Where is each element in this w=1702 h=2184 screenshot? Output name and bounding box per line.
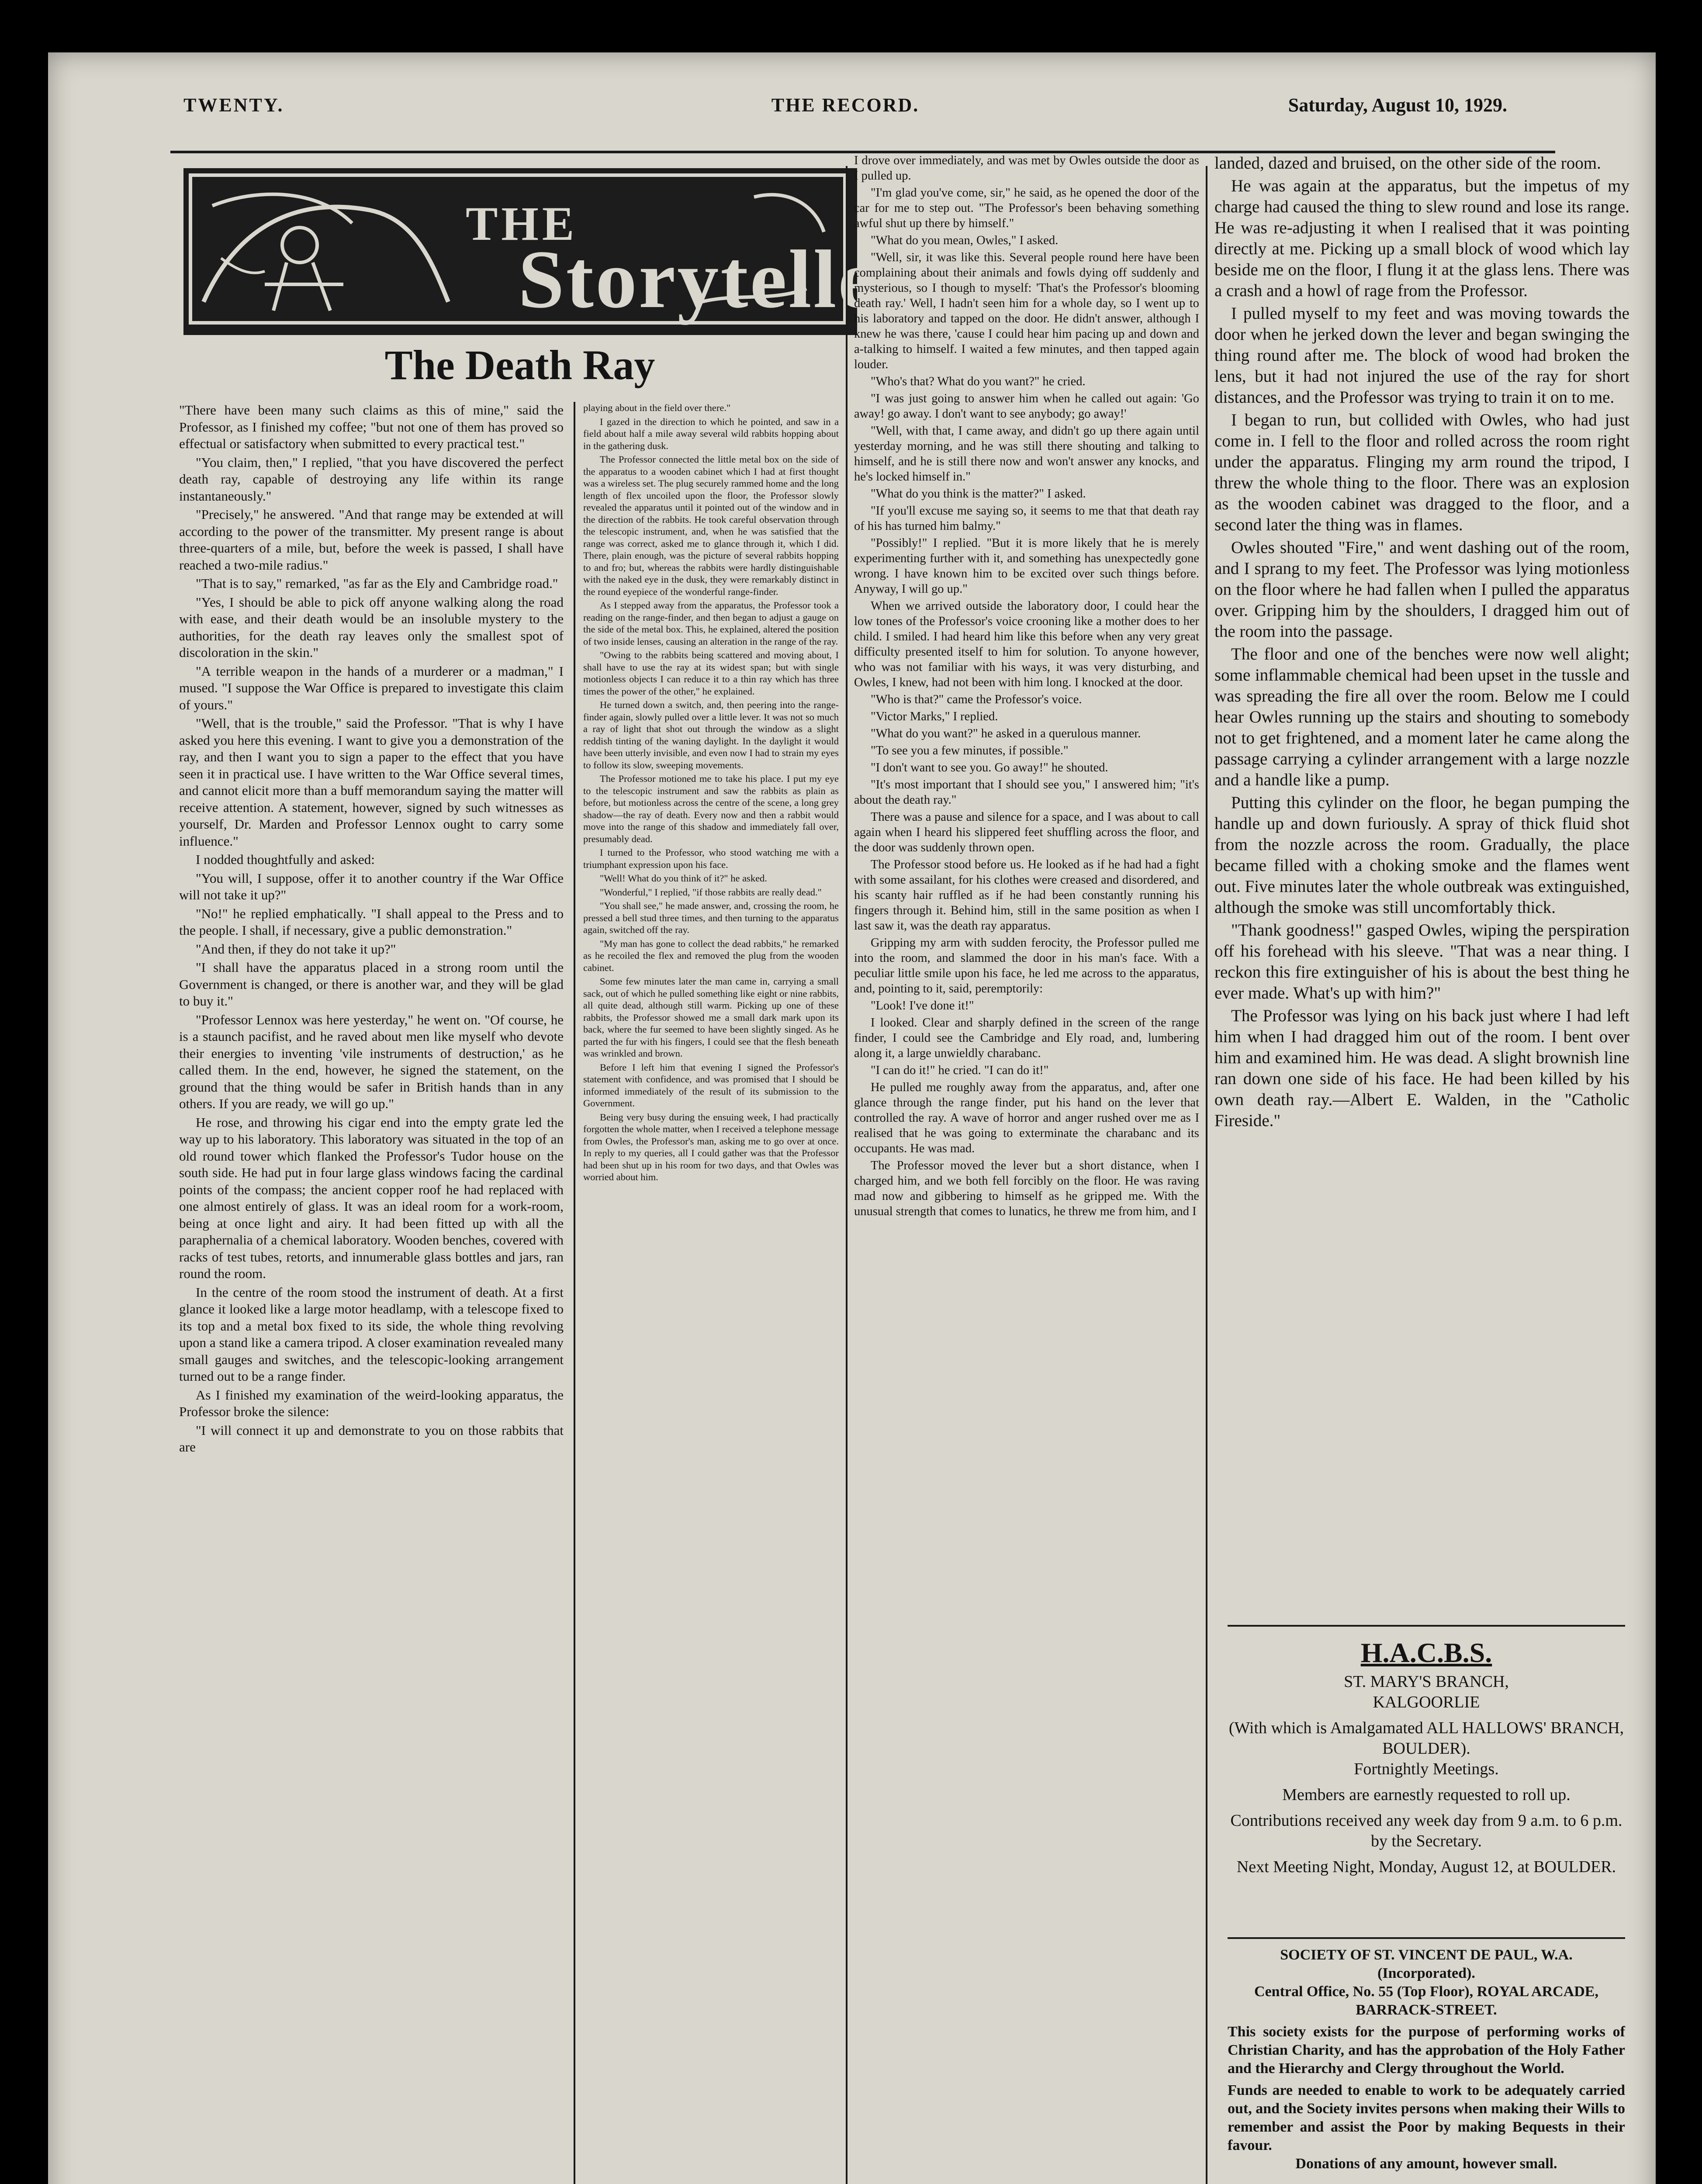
story-paragraph: I drove over immediately, and was met by Owles outside the door as I pulled up. xyxy=(854,154,1199,183)
story-paragraph: The Professor was lying on his back just where I had left him when I had dragged him out of the room. I bent over him and examined him. He was dead. A slight brownish line ran down one side of his face. He had been killed by his own death ray.—Albert E. Walden, in the "Catholic Fireside." xyxy=(1214,1006,1629,1130)
story-paragraph: "No!" he replied emphatically. "I shall appeal to the Press and to the people. I shall, if necessary, give a public demonstration." xyxy=(179,905,564,938)
banner-word-storyteller: Storyteller xyxy=(518,234,916,325)
story-paragraph: "I was just going to answer him when he called out again: 'Go away! go away. I don't want to see anybody; go away!' xyxy=(854,392,1199,421)
story-paragraph: "I can do it!" he cried. "I can do it!" xyxy=(871,1064,1049,1077)
svdp-body-2: Funds are needed to enable to work to be adequately carried out, and the Society invites persons when making their Wills to remember and assist the Poor by making Bequests in their favour. xyxy=(1228,2082,1625,2153)
svdp-donations: Donations of any amount, however small. xyxy=(1295,2156,1557,2172)
story-paragraph: "And then, if they do not take it up?" xyxy=(196,941,396,957)
story-paragraph: "Thank goodness!" gasped Owles, wiping the perspiration off his forehead with his sleeve. "That was a near thing. I reckon this fire extinguisher of his is about the best thing he ever made. What's up with him?" xyxy=(1214,921,1629,1002)
story-paragraph: "What do you think is the matter?" I asked. xyxy=(871,487,1086,501)
story-paragraph: In the centre of the room stood the instrument of death. At a first glance it looked like a large motor headlamp, with a telescope fixed to its top and a metal box fixed to its side, the whole thing revolving upon a stand like a camera tripod. A closer examination revealed many small gauges and switches, and the telescopic-looking arrangement turned out to be a range finder. xyxy=(179,1284,564,1384)
section-rule xyxy=(1228,1625,1625,1627)
story-paragraph: "If you'll excuse me saying so, it seems to me that that death ray of his has turned him balmy." xyxy=(854,504,1199,533)
story-paragraph: The Professor motioned me to take his place. I put my eye to the telescopic instrument and saw the rabbits as plain as before, but motionless across the centre of the scene, a long grey shadow—the ray of death. Every now and then a rabbit would move into the range of this shadow and immediately fall over, presumably dead. xyxy=(583,773,839,844)
story-paragraph: Owles shouted "Fire," and went dashing out of the room, and I sprang to my feet. The Professor was lying motionless on the floor where he had fallen when I pulled the apparatus over. Gripping him by the shoulders, I dragged him out of the room into the passage. xyxy=(1214,538,1629,641)
story-paragraph: "A terrible weapon in the hands of a murderer or a madman," I mused. "I suppose the War Office is prepared to investigate this claim of yours." xyxy=(179,663,564,712)
story-paragraph: He rose, and throwing his cigar end into the empty grate led the way up to his laboratory. This laboratory was situated in the top of an old round tower which flanked the Professor's Tudor house on the south side. He had put in four large glass windows facing the cardinal points of the compass; the ancient copper roof he had replaced with one almost entirely of glass. It was an ideal room for a work-room, being at once light and airy. It had been fitted up with all the paraphernalia of a chemical laboratory. Wooden benches, covered with racks of test tubes, retorts, and innumerable glass bottles and jars, ran round the room. xyxy=(179,1114,564,1281)
story-paragraph: The Professor stood before us. He looked as if he had had a fight with some assailant, for his clothes were creased and disordered, and his scanty hair ruffled as if he had been constantly running his fingers through it. Behind him, still in the same position as when I last saw it, was the death ray apparatus. xyxy=(854,858,1199,933)
story-paragraph: "Possibly!" I replied. "But it is more likely that he is merely experimenting further with it, and something has unexpectedly gone wrong. I have known him to be excited over such things before. Anyway, I will go up." xyxy=(854,536,1199,596)
story-paragraph: "Professor Lennox was here yesterday," he went on. "Of course, he is a staunch pacifist, and he raved about men like myself who devote their energies to inventing 'vile instruments of destruction,' as he called them. In the end, however, he signed the statement, on the ground that the thing would be safer in British hands than in any others. If you are ready, we will go up." xyxy=(179,1012,564,1111)
column-rule xyxy=(846,166,848,2184)
svdp-notice xyxy=(1228,1946,1625,2173)
story-paragraph: "Precisely," he answered. "And that range may be extended at will according to the power of the transmitter. My present range is about three-quarters of a mile, but, before the week is passed, I shall have reached a two-mile radius." xyxy=(179,507,564,573)
story-headline: The Death Ray xyxy=(384,342,655,388)
story-column-3 xyxy=(854,153,1199,2184)
hacbs-next-meeting: Next Meeting Night, Monday, August 12, at BOULDER. xyxy=(1236,1858,1616,1876)
story-paragraph: Before I left him that evening I signed the Professor's statement with confidence, and was promised that I should be informed immediately of the result of its submission to the Government. xyxy=(583,1061,839,1109)
story-paragraph: He turned down a switch, and, then peering into the range-finder again, slowly pulled over a little lever. It was not so much a ray of light that shot out through the window as a slight reddish tinting of the waning daylight. In the daylight it would have been utterly invisible, and even now I had to strain my eyes to follow its slow, sweeping movements. xyxy=(583,699,839,771)
issue-date: Saturday, August 10, 1929. xyxy=(1288,94,1507,116)
svdp-body: This society exists for the purpose of performing works of Christian Charity, and has the approbation of the Holy Father and the Hierarchy and Clergy throughout the World. xyxy=(1228,2024,1625,2077)
story-paragraph: I began to run, but collided with Owles, who had just come in. I fell to the floor and rolled across the room right under the apparatus. Flinging my arm round the tripod, I threw the whole thing to the floor. There was an explosion as the wooden cabinet was dragged to the floor, and a second later the thing was in flames. xyxy=(1214,411,1629,534)
story-paragraph: Gripping my arm with sudden ferocity, the Professor pulled me into the room, and slammed the door in his man's face. With a peculiar little smile upon his face, he led me across to the apparatus, and, pointing to it, said, peremptorily: xyxy=(854,936,1199,995)
hacbs-members: Members are earnestly requested to roll up. xyxy=(1282,1786,1571,1804)
masthead: THE RECORD. xyxy=(771,94,920,116)
svdp-office: Central Office, No. 55 (Top Floor), ROYAL ARCADE, BARRACK-STREET. xyxy=(1254,1984,1598,2018)
story-paragraph: "I'm glad you've come, sir," he said, as he opened the door of the car for me to step out. "The Professor's been behaving something awful shut up there by himself." xyxy=(854,186,1199,230)
story-paragraph: I nodded thoughtfully and asked: xyxy=(196,852,375,867)
story-paragraph: "I don't want to see you. Go away!" he shouted. xyxy=(871,761,1108,774)
story-paragraph: "There have been many such claims as this of mine," said the Professor, as I finished my coffee; "but not one of them has proved so effectual or satisfactory when submitted to every practical test." xyxy=(179,402,564,451)
story-paragraph: landed, dazed and bruised, on the other side of the room. xyxy=(1214,154,1601,173)
story-paragraph: The Professor moved the lever but a short distance, when I charged him, and we both fell forcibly on the floor. He was raving mad now and gibbering to himself as he gripped me. With the unusual strength that comes to lunatics, he threw me from him, and I xyxy=(854,1159,1199,1218)
hacbs-meetings: Fortnightly Meetings. xyxy=(1354,1760,1499,1778)
story-paragraph: "Who is that?" came the Professor's voice. xyxy=(871,693,1082,706)
hacbs-contributions: Contributions received any week day from 9 a.m. to 6 p.m. by the Secretary. xyxy=(1230,1811,1622,1850)
story-paragraph: The floor and one of the benches were now well alight; some inflammable chemical had been upset in the tussle and was spreading the fire all over the room. Below me I could hear Owles running up the stairs and shouting to somebody not to get frightened, and a moment later he came along the passage carrying a cylinder arrangement with a large nozzle and a handle like a pump. xyxy=(1214,645,1629,789)
story-paragraph: Some few minutes later the man came in, carrying a small sack, out of which he pulled something like eight or nine rabbits, all quite dead, although still warm. Picking up one of these rabbits, the Professor showed me a small dark mark upon its back, where the fur seemed to have been slightly singed. As he parted the fur with his fingers, I could see that the flesh beneath was wrinkled and brown. xyxy=(583,976,839,1059)
story-paragraph: "It's most important that I should see you," I answered him; "it's about the death ray." xyxy=(854,778,1199,807)
newspaper-page xyxy=(48,52,1656,2184)
story-paragraph: Being very busy during the ensuing week, I had practically forgotten the whole matter, when I received a telephone message from Owles, the Professor's man, asking me to go over at once. In reply to my queries, all I could gather was that the Professor had been shut up in his room for two days, and that Owles was worried about him. xyxy=(583,1111,839,1182)
story-paragraph: "You claim, then," I replied, "that you have discovered the perfect death ray, capable of destroying any life within its range instantaneously." xyxy=(179,454,564,504)
story-paragraph: "To see you a few minutes, if possible." xyxy=(871,744,1069,757)
story-paragraph: He pulled me roughly away from the apparatus, and, after one glance through the range finder, put his hand on the lever that controlled the ray. A wave of horror and anger rushed over me as I realised that he was going to exterminate the charabanc and its occupants. He was mad. xyxy=(854,1081,1199,1155)
story-paragraph: As I finished my examination of the weird-looking apparatus, the Professor broke the silence: xyxy=(179,1387,564,1419)
story-paragraph: "That is to say," remarked, "as far as the Ely and Cambridge road." xyxy=(196,576,558,591)
storyteller-banner xyxy=(183,168,916,335)
svdp-subtitle: (Incorporated). xyxy=(1377,1965,1475,1981)
story-paragraph: playing about in the field over there." xyxy=(583,402,731,413)
story-column-2 xyxy=(583,402,839,2184)
story-paragraph: "Well! What do you think of it?" he asked. xyxy=(600,873,767,884)
story-paragraph: "I will connect it up and demonstrate to you on those rabbits that are xyxy=(179,1422,564,1455)
story-paragraph: I turned to the Professor, who stood watching me with a triumphant expression upon his face. xyxy=(583,847,839,870)
story-paragraph: "Yes, I should be able to pick off anyone walking along the road with ease, and their death would be an insoluble mystery to the authorities, for the death ray leaves only the smallest spot of discoloration in the skin." xyxy=(179,594,564,660)
story-paragraph: I gazed in the direction to which he pointed, and saw in a field about half a mile away several wild rabbits hopping about in the gathering dusk. xyxy=(583,416,839,451)
page-folio xyxy=(183,94,1507,124)
hacbs-town: KALGOORLIE xyxy=(1373,1693,1480,1711)
hacbs-amalgamated: (With which is Amalgamated ALL HALLOWS' BRANCH, BOULDER). xyxy=(1228,1719,1624,1758)
story-paragraph: "What do you mean, Owles," I asked. xyxy=(871,234,1059,247)
hacbs-branch: ST. MARY'S BRANCH, xyxy=(1344,1673,1509,1691)
story-paragraph: As I stepped away from the apparatus, the Professor took a reading on the range-finder, and then began to adjust a gauge on the side of the metal box. This, he explained, altered the position of two inside lenses, causing an alteration in the range of the ray. xyxy=(583,600,839,647)
section-rule xyxy=(1228,1937,1625,1939)
story-paragraph: When we arrived outside the laboratory door, I could hear the low tones of the Professor's voice crooning like a mother does to her child. I smiled. I had heard him like this before when any very great difficulty presented itself to him for solution. To anyone however, who was not familiar with his ways, it was very disturbing, and Owles, I knew, had not been with him long. I knocked at the door. xyxy=(854,599,1199,689)
story-paragraph: "You will, I suppose, offer it to another country if the War Office will not take it up?" xyxy=(179,870,564,902)
story-paragraph: "Wonderful," I replied, "if those rabbits are really dead." xyxy=(600,886,822,898)
story-paragraph: "Well, that is the trouble," said the Professor. "That is why I have asked you here this evening. I want to give you a demonstration of the ray, and then I want you to sign a paper to the effect that you have seen it in practical use. I have written to the War Office several times, and cannot elicit more than a buff memorandum saying the matter will receive attention. A statement, however, signed by such witnesses as yourself, Dr. Marden and Professor Lennox ought to carry some influence." xyxy=(179,715,564,849)
story-paragraph: "What do you want?" he asked in a querulous manner. xyxy=(871,727,1141,740)
story-paragraph: The Professor connected the little metal box on the side of the apparatus to a wooden cabinet which I had at first thought was a wireless set. The plug securely rammed home and the long length of flex uncoiled upon the floor, the Professor slowly revealed the apparatus until it pointed out of the window and in the direction of the rabbits. He took careful observation through the telescopic instrument, and, when he was satisfied that the range was correct, asked me to glance through it, which I did. There, plain enough, was the picture of several rabbits hopping to and fro; but, whereas the rabbits were hardly distinguishable with the naked eye in the dusk, they were remarkably distinct in the round eyepiece of the wonderful range-finder. xyxy=(583,454,839,597)
page-number: TWENTY. xyxy=(183,94,284,116)
story-column-1 xyxy=(179,402,564,2184)
story-paragraph: Putting this cylinder on the floor, he began pumping the handle up and down furiously. A spray of thick fluid shot from the nozzle across the room. Gradually, the place became filled with a choking smoke and the flames went out. Five minutes later the whole outbreak was extinguished, although the smoke was still uncomfortably thick. xyxy=(1214,793,1629,917)
svdp-title: SOCIETY OF ST. VINCENT DE PAUL, W.A. xyxy=(1280,1947,1573,1963)
story-paragraph: "I shall have the apparatus placed in a strong room until the Government is changed, or there is another war, and they will be glad to buy it." xyxy=(179,960,564,1009)
hacbs-notice xyxy=(1228,1637,1625,1877)
story-paragraph: There was a pause and silence for a space, and I was about to call again when I heard his slippered feet shuffling across the floor, and the door was suddenly thrown open. xyxy=(854,810,1199,854)
story-paragraph: "Well, with that, I came away, and didn't go up there again until yesterday morning, and he was still there shouting and talking to himself, and he is still there now and won't answer any knocks, and he's locked himself in." xyxy=(854,424,1199,484)
banner-word-the: THE xyxy=(466,197,578,250)
column-rule xyxy=(574,402,575,2184)
story-paragraph: "Victor Marks," I replied. xyxy=(871,710,998,723)
story-paragraph: "Well, sir, it was like this. Several people round here have been complaining about their animals and fowls dying off suddenly and mysterious, so I though to myself: 'That's the Professor's blooming death ray.' Well, I hadn't seen him for a whole day, so I went up to his laboratory and tapped on the door. He didn't answer, although I knew he was there, 'cause I could hear him pacing up and down and a-talking to himself. I waited a few minutes, and then tapped again louder. xyxy=(854,251,1199,371)
story-paragraph: "Look! I've done it!" xyxy=(871,999,974,1013)
story-paragraph: "You shall see," he made answer, and, crossing the room, he pressed a bell stud three times, and then turning to the apparatus again, switched off the ray. xyxy=(583,900,839,935)
story-paragraph: I pulled myself to my feet and was moving towards the door when he jerked down the lever and began swinging the thing round after me. The block of wood had broken the lens, but it had not injured the use of the ray for short distances, and the Professor was trying to train it on to me. xyxy=(1214,304,1629,407)
story-paragraph: I looked. Clear and sharply defined in the screen of the range finder, I could see the Cambridge and Ely road, and, lumbering along it, a large unwieldly charabanc. xyxy=(854,1016,1199,1060)
column-rule xyxy=(1206,166,1207,2184)
hacbs-title: H.A.C.B.S. xyxy=(1360,1637,1492,1668)
story-column-4 xyxy=(1214,153,1629,1612)
story-paragraph: "Owing to the rabbits being scattered and moving about, I shall have to use the ray at its widest span; but with single motionless objects I can reduce it to a thin ray which has three times the power of the other," he explained. xyxy=(583,650,839,697)
story-paragraph: "Who's that? What do you want?" he cried. xyxy=(871,375,1086,388)
story-paragraph: He was again at the apparatus, but the impetus of my charge had caused the thing to slew round and lose its range. He was re-adjusting it when I realised that it was pointing directly at me. Picking up a small block of wood which lay beside me on the floor, I flung it at the glass lens. There was a crash and a howl of rage from the Professor. xyxy=(1214,176,1629,300)
story-paragraph: "My man has gone to collect the dead rabbits," he remarked as he recoiled the flex and removed the plug from the wooden cabinet. xyxy=(583,938,839,973)
